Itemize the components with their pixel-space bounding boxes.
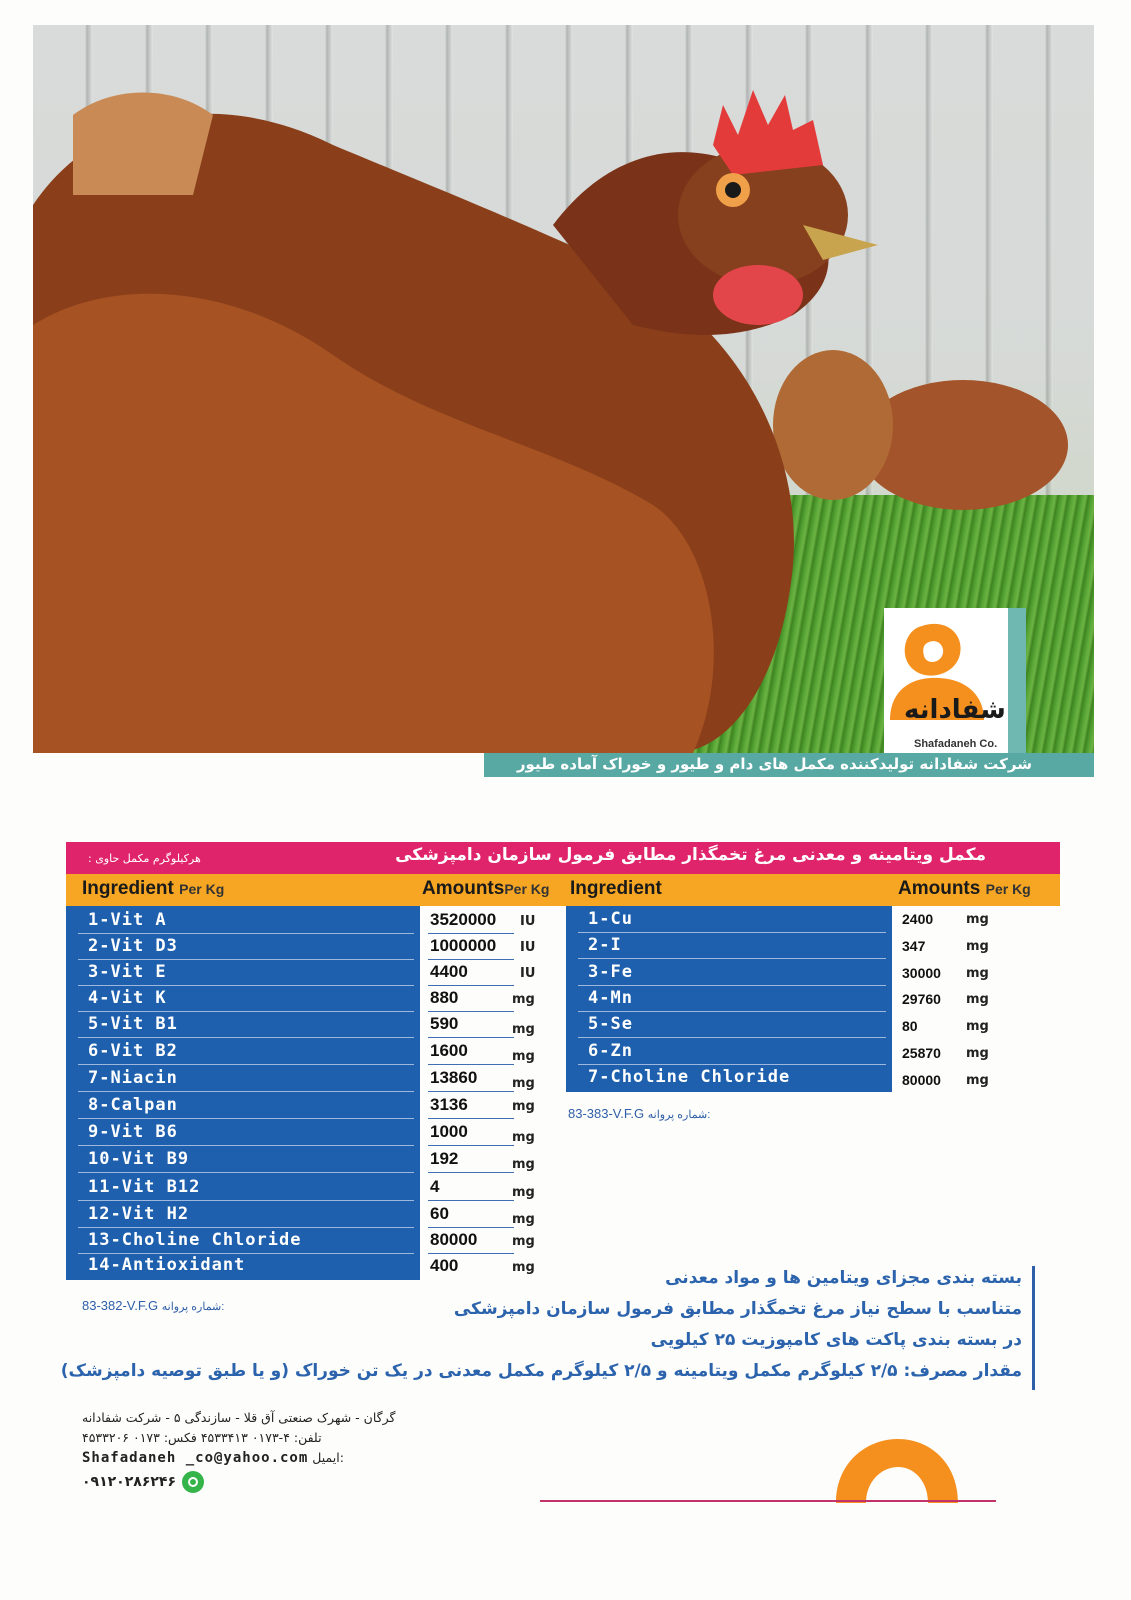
ingredient-name: 7-Choline Chloride	[588, 1067, 791, 1087]
amount-value: 29760	[902, 991, 941, 1007]
amount-value: 60	[430, 1204, 449, 1223]
table-row	[66, 1228, 420, 1254]
vitamin-amounts	[420, 906, 566, 1286]
logo-caption: Shafadaneh Co.	[914, 738, 998, 750]
logo-mark	[884, 608, 1008, 728]
table-row	[66, 960, 420, 986]
svg-text:شفادانه: شفادانه	[904, 695, 1006, 725]
ingredient-header-label: Ingredient	[82, 878, 174, 899]
hen-comb	[713, 90, 823, 175]
amount-header-label: Amounts	[422, 878, 505, 899]
amount-cell	[420, 1228, 566, 1254]
table-row	[66, 908, 420, 934]
table-row	[566, 1065, 892, 1091]
amount-cell	[420, 1066, 566, 1092]
table-row	[66, 1066, 420, 1092]
amount-unit: mg	[966, 1046, 989, 1061]
amount-unit: mg	[512, 1157, 535, 1172]
logo-o-mark	[905, 624, 961, 676]
amount-value: 590	[430, 1014, 459, 1033]
mineral-table	[566, 906, 892, 1092]
table-row	[66, 1012, 420, 1038]
ingredient-name: 4-Vit K	[88, 988, 167, 1008]
ingredient-name: 8-Calpan	[88, 1095, 178, 1115]
footer-logo-mark	[832, 1437, 962, 1503]
table-title: مکمل ویتامینه و معدنی مرغ تخمگذار مطابق فرمول سازمان دامپزشکی	[395, 845, 986, 865]
table-subtitle: هرکیلوگرم مکمل حاوی :	[88, 852, 201, 865]
amount-value: 80000	[902, 1072, 941, 1088]
table-row	[566, 1039, 892, 1065]
slogan-text: شرکت شفادانه تولیدکننده مکمل های دام و طیور و خوراک آماده طیور	[516, 755, 1032, 773]
amount-unit: mg	[966, 1019, 989, 1034]
amount-cell	[420, 1202, 566, 1228]
ingredient-name: 7-Niacin	[88, 1068, 178, 1088]
amount-value: 192	[430, 1149, 459, 1168]
footer-arc	[836, 1439, 958, 1503]
slogan-bar	[484, 753, 1094, 777]
table-row	[566, 933, 892, 959]
amount-value: 1000000	[430, 936, 497, 955]
footer-rule	[540, 1500, 996, 1502]
amount-cell	[892, 1016, 1012, 1042]
description-line: در بسته بندی پاکت های کامپوزیت ۲۵ کیلویی	[650, 1330, 1022, 1350]
ingredient-name: 14-Antioxidant	[88, 1255, 246, 1275]
amount-value: 80	[902, 1018, 918, 1034]
amount-unit: mg	[512, 1212, 535, 1227]
hen-tail	[73, 93, 213, 196]
amount-per-label: Per Kg	[504, 881, 550, 897]
table-row	[66, 1147, 420, 1173]
amount-cell	[892, 963, 1012, 989]
table-row	[566, 1012, 892, 1038]
amount-cell	[420, 1147, 566, 1173]
amount-cell	[420, 1120, 566, 1146]
table-title-bar	[66, 842, 1060, 874]
amount-unit: IU	[520, 940, 536, 955]
ingredient-name: 5-Se	[588, 1014, 633, 1034]
amount-value: 1600	[430, 1041, 468, 1060]
amount-cell	[892, 909, 1012, 935]
license-number-left	[82, 1298, 224, 1313]
amount-cell	[420, 1175, 566, 1201]
amount-unit: mg	[512, 992, 535, 1007]
description-line: مقدار مصرف: ۲/۵ کیلوگرم مکمل ویتامینه و ۲/۵ کیلوگرم مکمل معدنی در یک تن خوراک (و یا طبق توصیه دامپزشک)	[60, 1361, 1022, 1381]
amount-value: 4400	[430, 962, 468, 981]
amount-cell	[892, 989, 1012, 1015]
hen-pupil	[725, 182, 741, 198]
company-logo	[884, 608, 1026, 756]
amount-value: 3520000	[430, 910, 497, 929]
license-number-right	[568, 1106, 710, 1121]
amount-unit: mg	[512, 1049, 535, 1064]
amount-value: 2400	[902, 911, 934, 927]
amount-unit: mg	[966, 966, 989, 981]
amount-unit: mg	[966, 1073, 989, 1088]
mineral-amounts	[892, 906, 1012, 1092]
amount-cell	[892, 1043, 1012, 1069]
column-header-bar	[66, 874, 1060, 906]
table-row	[66, 1039, 420, 1065]
license-value: 83-383-V.F.G	[568, 1106, 645, 1121]
ingredient-name: 6-Zn	[588, 1041, 633, 1061]
ingredient-name: 1-Vit A	[88, 910, 167, 930]
amount-cell	[892, 936, 1012, 962]
ingredient-name: 6-Vit B2	[88, 1041, 178, 1061]
amount-value: 80000	[430, 1230, 478, 1249]
table-row	[66, 1120, 420, 1146]
amount-value: 347	[902, 938, 926, 954]
amount-unit: mg	[512, 1234, 535, 1249]
ingredient-name: 10-Vit B9	[88, 1149, 190, 1169]
right-ingredient-header	[570, 878, 662, 900]
mobile-line	[82, 1471, 422, 1493]
amount-unit: mg	[512, 1022, 535, 1037]
contact-block	[82, 1410, 422, 1493]
amount-value: 4	[430, 1177, 440, 1196]
amount-unit: IU	[520, 914, 536, 929]
ingredient-name: 2-Vit D3	[88, 936, 178, 956]
hen-wattle	[713, 265, 803, 325]
license-label: شماره پروانه:	[161, 1301, 225, 1313]
mobile-number[interactable]: ۰۹۱۲۰۲۸۶۲۴۶	[82, 1474, 176, 1490]
whatsapp-icon	[182, 1471, 204, 1493]
address: گرگان - شهرک صنعتی آق قلا - سازندگی ۵ - شرکت شفادانه	[82, 1410, 396, 1425]
background-hen	[773, 350, 893, 500]
amount-unit: mg	[966, 992, 989, 1007]
license-value: 83-382-V.F.G	[82, 1298, 159, 1313]
amount-cell	[420, 1093, 566, 1119]
amount-unit: IU	[520, 966, 536, 981]
table-row	[66, 1093, 420, 1119]
amount-cell	[420, 934, 566, 960]
license-label: شماره پروانه:	[647, 1109, 711, 1121]
left-ingredient-header	[82, 878, 224, 900]
amount-value: 3136	[430, 1095, 468, 1114]
amount-unit: mg	[512, 1260, 535, 1275]
vitamin-table	[66, 906, 420, 1280]
amount-value: 880	[430, 988, 459, 1007]
email-label: ایمیل:	[312, 1450, 344, 1465]
amount-value: 30000	[902, 965, 941, 981]
amount-unit: mg	[512, 1076, 535, 1091]
table-row	[66, 934, 420, 960]
amount-header-label: Amounts	[898, 878, 981, 899]
description-line: بسته بندی مجزای ویتامین ها و مواد معدنی	[665, 1268, 1022, 1288]
amount-value: 25870	[902, 1045, 941, 1061]
ingredient-name: 2-I	[588, 935, 622, 955]
amount-value: 13860	[430, 1068, 478, 1087]
ingredient-name: 1-Cu	[588, 909, 633, 929]
table-row	[66, 1202, 420, 1228]
amount-unit: mg	[966, 939, 989, 954]
table-row	[566, 986, 892, 1012]
amount-cell	[892, 1070, 1012, 1096]
amount-cell	[420, 1012, 566, 1038]
email-address[interactable]: Shafadaneh _co@yahoo.com	[82, 1450, 309, 1466]
table-row	[566, 907, 892, 933]
amount-unit: mg	[966, 912, 989, 927]
left-amount-header	[422, 878, 549, 900]
ingredient-name: 12-Vit H2	[88, 1204, 190, 1224]
table-row	[66, 1175, 420, 1201]
ingredient-header-label: Ingredient	[570, 878, 662, 899]
amount-unit: mg	[512, 1185, 535, 1200]
ingredient-per-label: Per Kg	[179, 881, 225, 897]
amount-cell	[420, 908, 566, 934]
ingredient-name: 3-Fe	[588, 962, 633, 982]
ingredient-name: 9-Vit B6	[88, 1122, 178, 1142]
table-row	[566, 960, 892, 986]
amount-cell	[420, 986, 566, 1012]
table-row	[66, 986, 420, 1012]
amount-cell	[420, 960, 566, 986]
amount-cell	[420, 1039, 566, 1065]
ingredient-name: 4-Mn	[588, 988, 633, 1008]
ingredient-name: 11-Vit B12	[88, 1177, 201, 1197]
amount-unit: mg	[512, 1099, 535, 1114]
ingredient-name: 3-Vit E	[88, 962, 167, 982]
ingredient-name: 5-Vit B1	[88, 1014, 178, 1034]
amount-unit: mg	[512, 1130, 535, 1145]
description-line: متناسب با سطح نیاز مرغ تخمگذار مطابق فرمول سازمان دامپزشکی	[453, 1299, 1022, 1319]
phone-fax: تلفن: ۴-۰۱۷۳ ۴۵۳۳۴۱۳ فکس: ۰۱۷۳ ۴۵۳۳۲۰۶	[82, 1430, 322, 1445]
amount-per-label: Per Kg	[985, 881, 1031, 897]
amount-value: 1000	[430, 1122, 468, 1141]
email-line	[82, 1450, 422, 1466]
ingredient-name: 13-Choline Chloride	[88, 1230, 302, 1250]
logo-teal-tab	[1008, 608, 1026, 756]
right-amount-header	[898, 878, 1031, 900]
amount-value: 400	[430, 1256, 459, 1275]
